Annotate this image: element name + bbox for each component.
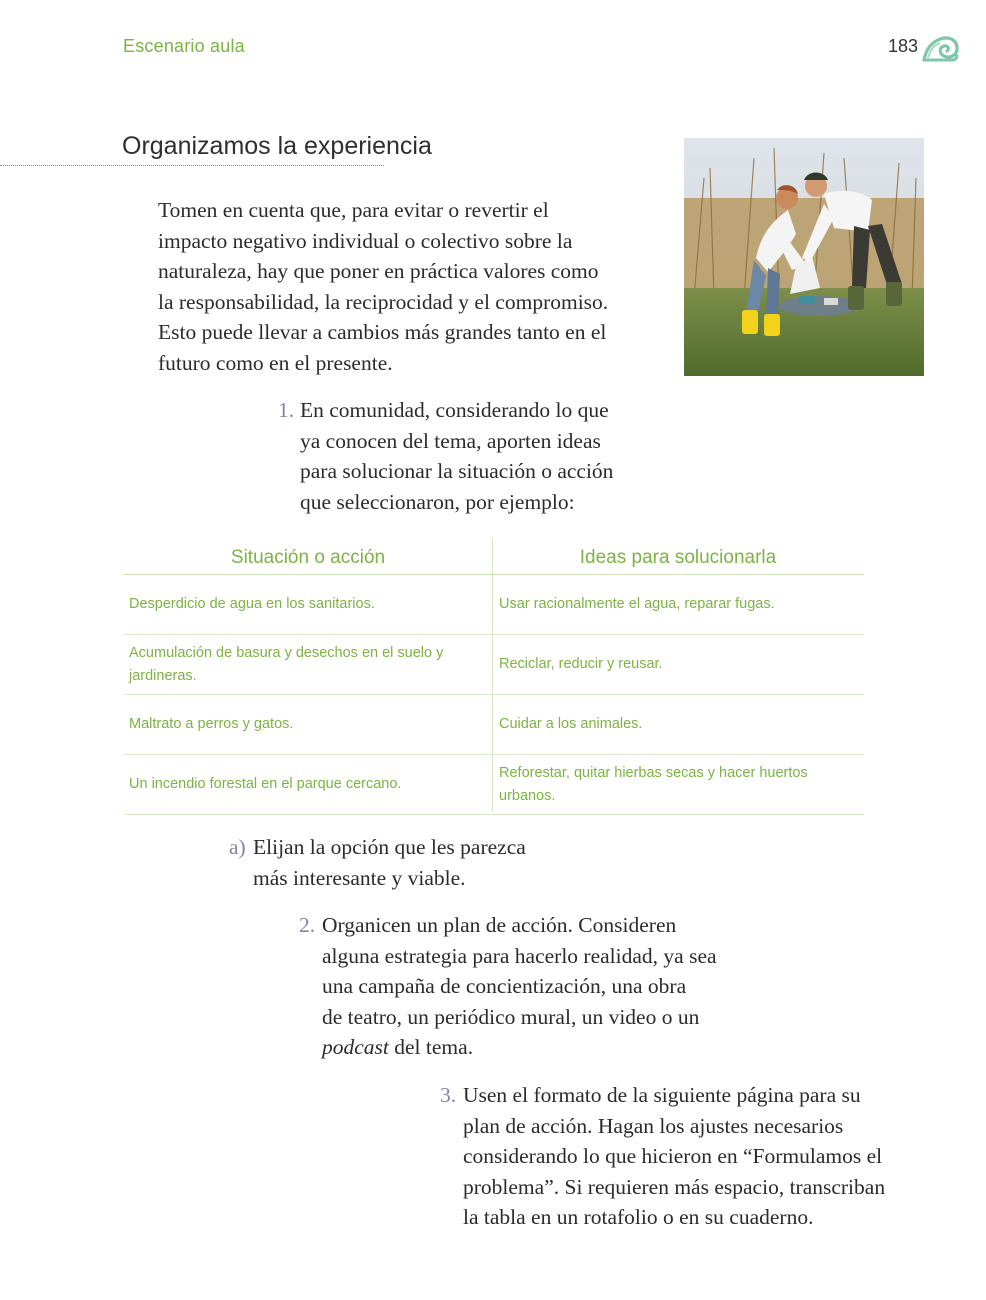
- table-cell: Acumulación de basura y desechos en el suelo y jardineras.: [129, 644, 444, 684]
- item-line: Organicen un plan de acción. Consideren: [322, 913, 677, 937]
- instruction-3: [440, 1080, 910, 1233]
- item-line: [322, 1032, 739, 1063]
- snail-icon: [922, 30, 960, 64]
- item-number: 1.: [278, 398, 295, 422]
- intro-line: Tomen en cuenta que, para evitar o revertir el: [158, 198, 549, 222]
- table-cell: Un incendio forestal en el parque cercano.: [129, 776, 402, 792]
- item-line: de teatro, un periódico mural, un video o un: [322, 1004, 700, 1029]
- item-line: considerando lo que hicieron en “Formulamos el: [463, 1144, 883, 1168]
- item-line: una campaña de concientización, una obra: [322, 974, 687, 998]
- title-underline: [0, 165, 384, 166]
- intro-line: la responsabilidad, la reciprocidad y el compromiso.: [158, 289, 609, 314]
- column-header: Ideas para solucionarla: [579, 547, 777, 568]
- section-label: Escenario aula: [123, 36, 245, 56]
- item-line-rest: del tema.: [388, 1035, 474, 1059]
- column-header: Situación o acción: [230, 547, 386, 568]
- table-cell: Usar racionalmente el agua, reparar fugas.: [499, 596, 775, 612]
- table-row: [123, 755, 864, 815]
- item-line: más interesante y viable.: [253, 865, 466, 890]
- item-letter: a): [229, 835, 246, 859]
- instruction-a: [229, 832, 549, 893]
- instruction-2: [299, 910, 739, 1063]
- table-row: [123, 575, 864, 635]
- item-line: En comunidad, considerando lo que: [300, 398, 609, 422]
- item-line: la tabla en un rotafolio o en su cuaderno.: [463, 1205, 814, 1229]
- table-cell: Reciclar, reducir y reusar.: [499, 656, 663, 672]
- table-cell: Desperdicio de agua en los sanitarios.: [129, 596, 375, 612]
- photo-image: [684, 138, 924, 376]
- section-title: Organizamos la experiencia: [122, 132, 432, 160]
- item-line: para solucionar la situación o acción: [300, 459, 614, 483]
- table-header: [123, 538, 864, 575]
- item-line: Elijan la opción que les parezca: [253, 835, 526, 859]
- item-line: ya conocen del tema, aporten ideas: [300, 428, 601, 453]
- italic-term: podcast: [322, 1035, 389, 1059]
- intro-line: futuro como en el presente.: [158, 350, 393, 375]
- intro-line: impacto negativo individual o colectivo sobre la: [158, 228, 573, 253]
- item-line: alguna estrategia para hacerlo realidad, ya sea: [322, 943, 717, 968]
- examples-table: [123, 538, 864, 815]
- intro-paragraph: [158, 195, 628, 378]
- item-line: plan de acción. Hagan los ajustes necesarios: [463, 1113, 844, 1138]
- intro-line: Esto puede llevar a cambios más grandes tanto en el: [158, 320, 607, 344]
- item-number: 2.: [299, 913, 316, 937]
- table-row: [123, 695, 864, 755]
- table-cell: Reforestar, quitar hierbas secas y hacer huertos urbanos.: [499, 764, 808, 804]
- item-line: problema”. Si requieren más espacio, transcriban: [463, 1174, 886, 1199]
- page-number: 183: [888, 36, 919, 56]
- item-line: que seleccionaron, por ejemplo:: [300, 489, 575, 514]
- item-line: Usen el formato de la siguiente página para su: [463, 1083, 861, 1107]
- table-cell: Cuidar a los animales.: [499, 716, 643, 732]
- intro-line: naturaleza, hay que poner en práctica valores como: [158, 259, 599, 283]
- table-row: [123, 635, 864, 695]
- instruction-1: [278, 395, 638, 517]
- table-cell: Maltrato a perros y gatos.: [129, 716, 294, 732]
- item-number: 3.: [440, 1083, 457, 1107]
